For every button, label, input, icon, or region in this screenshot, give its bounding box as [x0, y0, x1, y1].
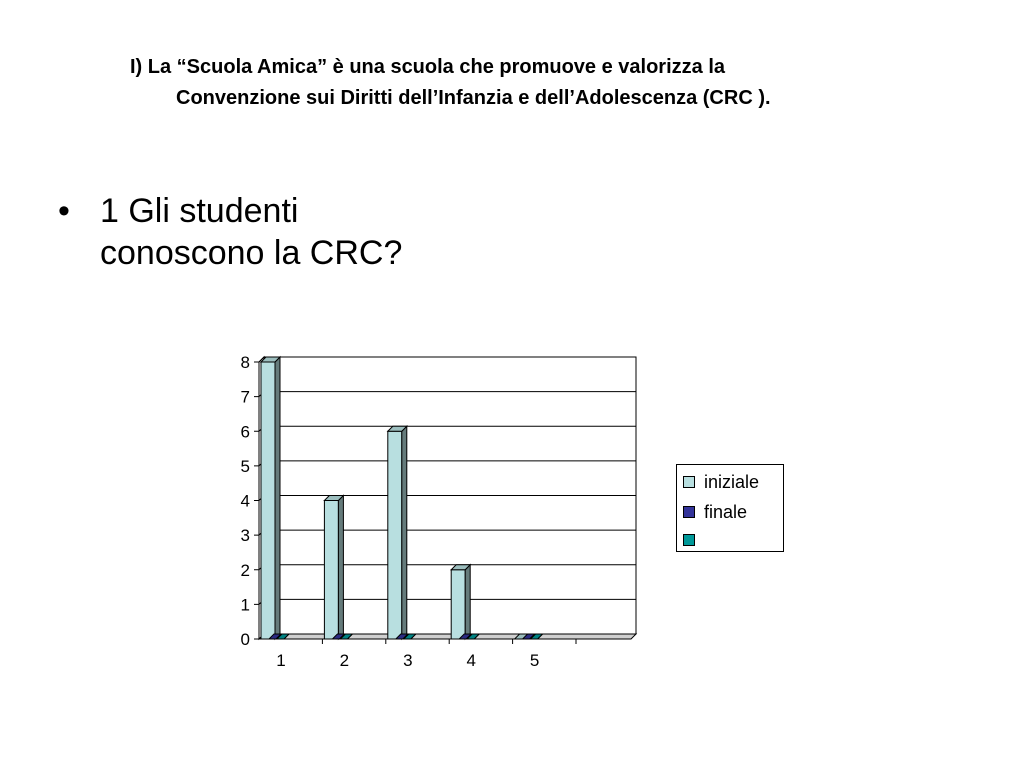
y-tick-label: 3	[240, 526, 250, 546]
bar-iniziale-2	[324, 501, 338, 640]
bullet-icon: •	[58, 192, 70, 230]
x-tick-label: 5	[529, 651, 540, 670]
x-tick-label: 4	[466, 651, 476, 670]
y-tick-label: 8	[240, 353, 250, 372]
chart-legend	[676, 464, 784, 552]
y-tick-label: 0	[240, 630, 250, 649]
plot-floor	[259, 634, 636, 639]
y-tick-label: 6	[240, 422, 250, 442]
y-tick-label: 2	[240, 560, 250, 580]
bar-iniziale-1	[261, 362, 275, 639]
legend-swatch-series-3	[683, 534, 695, 546]
x-tick-label: 3	[403, 651, 413, 670]
bar-side-iniziale-4	[465, 565, 470, 639]
y-tick-label: 7	[240, 387, 250, 407]
legend-swatch-finale	[683, 506, 695, 518]
y-tick-label: 1	[240, 595, 250, 615]
bar-side-iniziale-1	[275, 357, 280, 639]
bar-side-iniziale-3	[402, 426, 407, 639]
bar-iniziale-4	[451, 570, 465, 639]
legend-swatch-iniziale	[683, 476, 695, 488]
bar-side-iniziale-2	[338, 496, 343, 640]
bullet-text-line-2: conoscono la CRC?	[100, 234, 403, 272]
bullet-text-line-1: 1 Gli studenti	[100, 192, 299, 230]
y-tick-label: 4	[240, 491, 250, 511]
slide-title-line-1: I) La “Scuola Amica” è una scuola che promuove e valorizza la	[130, 56, 726, 78]
bar-iniziale-3	[388, 431, 402, 639]
x-tick-label: 2	[339, 651, 350, 670]
y-tick-label: 5	[240, 456, 250, 476]
legend-label-finale: finale	[704, 502, 748, 522]
x-tick-label: 1	[276, 651, 286, 670]
slide-title-line-2: Convenzione sui Diritti dell’Infanzia e dell’Adolescenza (CRC ).	[176, 87, 771, 109]
legend-label-iniziale: iniziale	[704, 472, 760, 492]
